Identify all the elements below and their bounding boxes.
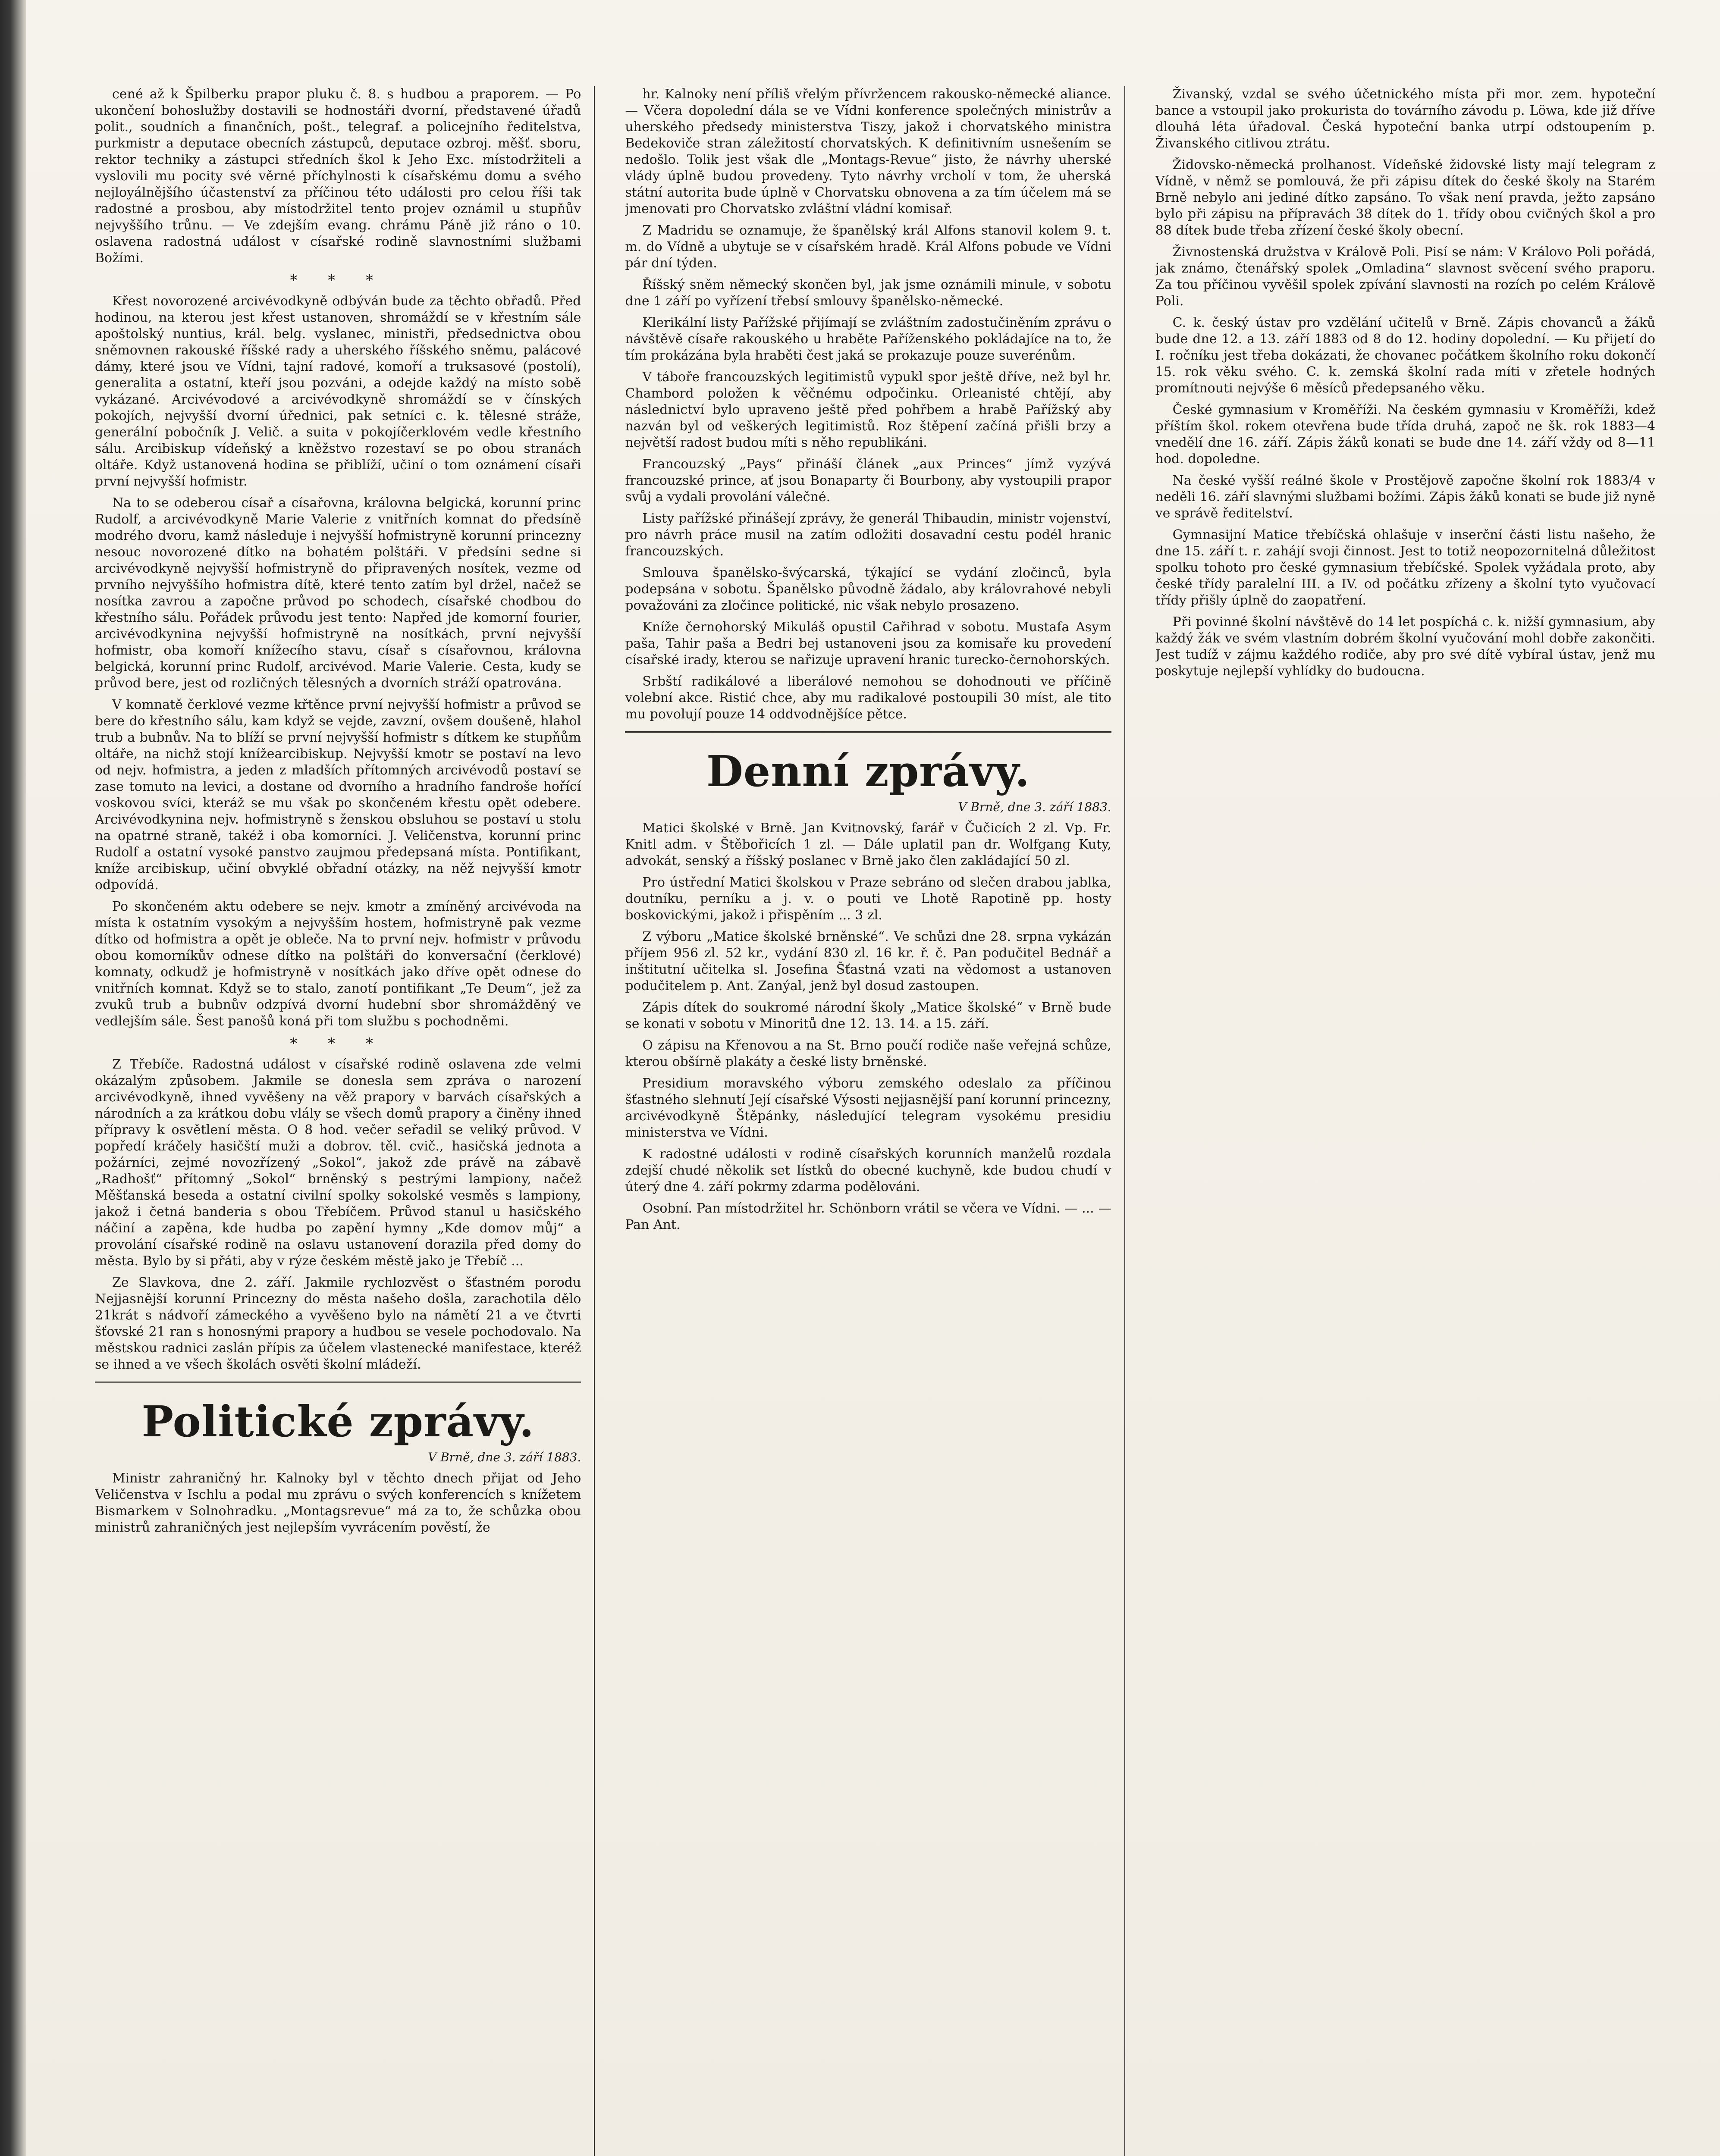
article-paragraph: Živanský, vzdal se svého účetnického místa při mor. zem. hypoteční bance a vstoupil jako prokurista do továrního závodu p. Löwa, kde již dříve dlouhá léta úřadoval. Česká hypoteční banka utrpí odstoupením p. Živanského citlivou ztrátu. <box>1155 87 1655 151</box>
article-paragraph: Ze Slavkova, dne 2. září. Jakmile rychlozvěst o šťastném porodu Nejjasnější korunní Princezny do města našeho došla, zarachotila dělo 21krát s nádvoří zámeckého a vyvěšeno bylo na námětí 21 a ve čtvrti šťovské 21 ran s honosnými prapory a hudbou se vesele pochodovalo. Na městskou radnici zaslán přípis za účelem vlastenecké manifestace, kteréž se ihned a ve všech školách osvěti školní mládeží. <box>95 1275 581 1372</box>
article-paragraph: hr. Kalnoky není příliš vřelým přívržencem rakousko-německé aliance. — Včera dopolední dála se ve Vídni konference společných ministrův a uherského předsedy ministerstva Tiszy, jakož i chorvatského ministra Bedekoviče stran záležitostí chorvatských. K definitivním usnešením se nedošlo. Tolik jest však dle „Montags-Revue“ jisto, že návrhy uherské vlády úplně budou provedeny. Tyto návrhy vrcholí v tom, že uherská státní autorita bude úplně v Chorvatsku obnovena a za tím účelem má se jmenovati pro Chorvatsko zvláštní vládní komisař. <box>625 87 1111 216</box>
article-paragraph: C. k. český ústav pro vzdělání učitelů v Brně. Zápis chovanců a žáků bude dne 12. a 13. září 1883 od 8 do 12. hodiny dopolední. — Ku přijetí do I. ročníku jest třeba dokázati, že chovanec počátkem školního roku dokončí 15. rok věku svého. C. k. zemská školní rada míti v zřetele hodných promítnouti nejvýše 6 měsíců předepsaného věku. <box>1155 315 1655 396</box>
article-paragraph: Smlouva španělsko-švýcarská, týkající se vydání zločinců, byla podepsána v sobotu. Španělsko původně žádalo, aby královrahové nebyli považováni za zločince politické, nic však nebylo prosazeno. <box>625 565 1111 613</box>
column-right <box>1155 86 1655 2156</box>
article-paragraph: Po skončeném aktu odebere se nejv. kmotr a zmíněný arcivévoda na místa k ostatním vysokým a nejvyšším hostem, hofmistryně pak vezme dítko od hofmistra a opět je obleče. Na to první nejv. hofmistr v průvodu obou komorníkův odnese dítko na polštáři do konversační (čerklové) komnaty, odkudž je hofmistryně v nosítkách jako dříve opět odnese do vnitřních komnat. Když se to stalo, zanotí pontifikant „Te Deum“, jež za zvuků trub a bubnův odzpívá dvorní hudební sbor shromážděný ve vedlejším sále. Šest panošů koná při tom službu s pochodněmi. <box>95 899 581 1029</box>
separator-stars: * * * <box>290 272 386 289</box>
article-paragraph: Gymnasijní Matice třebíčská ohlašuje v inserční části listu našeho, že dne 15. září t. r. zahájí svoji činnost. Jest to totiž neopozornitelná důležitost spolku tohoto pro české gymnasium třebíčské. Spolek vyžádala proto, aby české třídy paralelní III. a IV. od počátku zřízeny a školní tyto vyučovací třídy přišly úplně do zaopatření. <box>1155 527 1655 608</box>
article-paragraph: Zápis dítek do soukromé národní školy „Matice školské“ v Brně bude se konati v sobotu v Minoritů dne 12. 13. 14. a 15. září. <box>625 1000 1111 1031</box>
article-paragraph: Říšský sněm německý skončen byl, jak jsme oznámili minule, v sobotu dne 1 září po vyřízení třebsí smlouvy španělsko-německé. <box>625 277 1111 309</box>
section-rule <box>625 731 1111 735</box>
article-paragraph: Z Třebíče. Radostná událost v císařské rodině oslavena zde velmi okázalým způsobem. Jakmile se donesla sem zpráva o narození arcivévodkyně, ihned vyvěšeny na věž prapory v barvách císařských a národních a za krátkou dobu vlály se všech domů prapory a činěny ihned přípravy k osvětlení města. O 8 hod. večer seřadil se veliký průvod. V popředí kráčely hasičští muži a dobrov. těl. cvič., hasičská jednota a požárníci, zejmé novozřízený „Sokol“, jakož zde právě na zábavě „Radhošť“ přítomný „Sokol“ brněnský s pestrými lampiony, načež Měšťanská beseda a ostatní civilní spolky sokolské vesměs s lampiony, jakož i četná banderia s obou Třebíčem. Průvod stanul u hasičského náčiní a zapěna, kde hudba po zapění hymny „Kde domov můj“ a provolání císařské rodině na oslavu ustanovení dorazila před domy do města. Bylo by si přáti, aby v rýze českém městě jako je Třebíč ... <box>95 1057 581 1269</box>
article-paragraph: České gymnasium v Kroměříži. Na českém gymnasiu v Kroměříži, kdež příštím škol. rokem otevřena bude třída druhá, započ ne šk. rok 1883—4 vnedělí dne 16. září. Zápis žáků konati se bude dne 14. září vždy od 8—11 hod. dopoledne. <box>1155 402 1655 467</box>
article-paragraph: Srbští radikálové a liberálové nemohou se dohodnouti ve příčině volební akce. Ristić chce, aby mu radikalové postoupili 30 míst, ale tito mu povolují pouze 14 oddvodnějšíce pětce. <box>625 674 1111 722</box>
columns <box>95 86 1655 2156</box>
section-title-politics: Politické zprávy. <box>141 1397 534 1447</box>
binding-strip <box>0 0 26 2156</box>
article-paragraph: Z Madridu se oznamuje, že španělský král Alfons stanovil kolem 9. t. m. do Vídně a ubytuje se v císařském hradě. Král Alfons pobude ve Vídni pár dní týden. <box>625 223 1111 271</box>
article-paragraph: Kníže černohorský Mikuláš opustil Cařihrad v sobotu. Mustafa Asym paša, Tahir paša a Bedri bej ustanoveni jsou za komisaře ku provedení císařské irady, kterou se nařizuje upravení hranic turecko-černohorských. <box>625 620 1111 667</box>
article-paragraph: cené až k Špilberku prapor pluku č. 8. s hudbou a praporem. — Po ukončení bohoslužby dostavili se hodnostáři dvorní, představené úřadů polit., soudních a finančních, pošt., telegraf. a policejního ředitelstva, purkmistr a deputace obecních zástupců, deputace ozbroj. měšť. sboru, rektor techniky a zástupci středních škol k Jeho Exc. místodržiteli a vyslovili mu pocity své věrné příchylnosti k císařskému domu a svého nejloyálnějšího účastenství za příčinou této události pro celou říši tak radostné a prosbou, aby místodržitel tento projev oznámil u stupňův nejvyššího trůnu. — Ve zdejším evang. chrámu Páně již ráno o 10. oslavena radostná událost v císařské rodině slavnostními službami Božími. <box>95 87 581 266</box>
dateline-politics: V Brně, dne 3. září 1883. <box>427 1450 581 1464</box>
article-paragraph: Ministr zahraničný hr. Kalnoky byl v těchto dnech přijat od Jeho Veličenstva v Ischlu a podal mu zprávu o svých konferencích s knížetem Bismarkem v Solnohradku. „Montagsrevue“ má za to, že schůzka obou ministrů zahraničných jest nejlepším vyvrácením pověstí, že <box>95 1471 581 1535</box>
article-paragraph: Křest novorozené arcivévodkyně odbýván bude za těchto obřadů. Před hodinou, na kterou jest křest ustanoven, shromáždí se v křestním sále apoštolský nuntius, král. belg. vyslanec, ministři, předsednictva obou sněmovnen rakouské říšské rady a uherského říšského sněmu, palácové dámy, které jsou ve Vídni, tajní radové, komoří a truksasové (postolí), generalita a ostatní, kteří jsou pozváni, a odejde každý na místo sobě vykázané. Arcivévodové a arcivévodkyně shromáždí se v čínských pokojích, nejvyšší dvorní úřednici, pak setníci c. k. tělesné stráže, generální pobočník J. Velič. a suita v pokojíčerklovém vedle křestního sálu. Arcibiskup vídeňský a kněžstvo rozestaví se po obou stranách oltáře. Když ustanovená hodina se přiblíží, učiní o tom oznámení císaři první nejvyšší hofmistr. <box>95 294 581 489</box>
column-left <box>95 86 595 2156</box>
dateline: V Brně, dne 3. září 1883. <box>958 800 1111 814</box>
column-middle <box>625 86 1125 2156</box>
article-paragraph: Klerikální listy Pařížské přijímají se zvláštním zadostučiněním zprávu o návštěvě císaře rakouského u hraběte Paříženského pokládajíce na to, že tím prokázána byla hraběti čest jaká se prokazuje pouze suverénům. <box>625 315 1111 363</box>
article-paragraph: Živnostenská družstva v Králově Poli. Pisí se nám: V Královo Poli pořádá, jak známo, čtenářský spolek „Omladina“ slavnost svěcení svého praporu. Za tou příčinou vyvěšil spolek zpívání slavnosti na rozích po celém Králově Poli. <box>1155 244 1655 309</box>
article-paragraph: O zápisu na Křenovou a na St. Brno poučí rodiče naše veřejná schůze, kterou obšírně plakáty a české listy brněnské. <box>625 1038 1111 1069</box>
article-paragraph: Z výboru „Matice školské brněnské“. Ve schůzi dne 28. srpna vykázán příjem 956 zl. 52 kr., vydání 830 zl. 16 kr. ř. č. Pan podučitel Bednář a inštitutní učitelka sl. Josefina Šťastná vzati na vědomost a ustanoven podučitelem p. Ant. Zanýal, jenž byl dosud zastoupen. <box>625 929 1111 993</box>
article-paragraph: Matici školské v Brně. Jan Kvitnovský, farář v Čučicích 2 zl. Vp. Fr. Knitl adm. v Štěbořicích 1 zl. — Dále uplatil pan dr. Wolfgang Kuty, advokát, senský a říšský poslanec v Brně jako člen zakládající 50 zl. <box>625 821 1111 868</box>
article-paragraph: Francouzský „Pays“ přináší článek „aux Princes“ jímž vyzývá francouzské prince, ať jsou Bonaparty či Bourbony, aby vystoupili prapor svůj a vydali provolání válečné. <box>625 457 1111 505</box>
section-rule <box>95 1382 581 1385</box>
article-paragraph: Listy pařížské přinášejí zprávy, že generál Thibaudin, ministr vojenství, pro návrh práce musil na zatím odložiti dosavadní cestu podél hranic francouzských. <box>625 511 1111 559</box>
article-paragraph: Pro ústřední Matici školskou v Praze sebráno od slečen drabou jablka, doutníku, perníku a j. v. o pouti ve Lhotě Rapotině pp. hosty boskovickými, jakož i přispěním ... 3 zl. <box>625 875 1111 923</box>
separator-stars: * * * <box>290 1035 386 1052</box>
article-paragraph: Židovsko-německá prolhanost. Vídeňské židovské listy mají telegram z Vídně, v němž se pomlouvá, že při zápisu dítek do české školy na Starém Brně nebylo ani jediné dítko zapsáno. To však není pravda, ježto zapsáno bylo při zápisu na přípravách 38 dítek do 1. třídy obou cvičných škol a pro 88 dítek bude třeba zřízení české školy obecní. <box>1155 157 1655 238</box>
article-paragraph: Na to se odeberou císař a císařovna, královna belgická, korunní princ Rudolf, a arcivévodkyně Marie Valerie z vnitřních komnat do předsíně modrého dvoru, kamž následuje i nejvyšší hofmistryně korunní princezny nesouc novorozené dítko na bohatém polštáři. V předsíni sedne si arcivévodkyně nejvyšší hofmistryně do připravených nosítek, vezme od prvního nejvyššího hofmistra dítě, které tento zatím byl držel, načež se nosítka zavrou a započne průvod po schodech, císařské chodbou do křestního sálu. Pořádek průvodu jest tento: Napřed jde komorní fourier, arcivévodkynina nejvyšší hofmistryně na nosítkách, první nejvyšší hofmistr, oba komoří knížecího stavu, císař s císařovnou, královna belgická, korunní princ Rudolf, arcivévod. Marie Valerie. Cesta, kudy se průvod bere, jest od rozličných tělesných a dvorních stráží opatrována. <box>95 495 581 691</box>
article-paragraph: Při povinné školní návštěvě do 14 let pospíchá c. k. nižší gymnasium, aby každý žák ve svém vlastním dobrém školní vyučování mohl dobře zakončiti. Jest tudíž v zájmu každého rodiče, aby pro své dítě vybíral ústav, jenž mu poskytuje nejlepší vyhlídky do budoucna. <box>1155 614 1655 679</box>
article-paragraph: K radostné události v rodině císařských korunních manželů rozdala zdejší chudé několik set lístků do obecné kuchyně, kde budou chudí v úterý dne 4. září pokrmy zdarma podělováni. <box>625 1147 1111 1194</box>
article-paragraph: V komnatě čerklové vezme křtěnce první nejvyšší hofmistr a průvod se bere do křestního sálu, kam když se vejde, zavzní, ovšem doušeně, hlahol trub a bubnův. Na to blíží se první nejvyšší hofmistr s dítkem ke stupňům oltáře, na nichž stojí knížearcibiskup. Nejvyšší kmotr se postaví na levo od nejv. hofmistra, a jeden z mladších přítomných arcivévodů postaví se zase tomuto na levici, a dostane od dvorního a hradního fandroše hořící voskovou svíci, kteráž se mu však po skončeném křestu opět odebere. Arcivévodkynina nejv. hofmistryně s ženskou obsluhou se postaví u stolu na opatrné straně, takéž i oba komorníci. J. Veličenstva, korunní princ Rudolf a ostatní vysoké panstvo zaujmou předepsaná místa. Pontifikant, kníže arcibiskup, učiní obvyklé obřadní otázky, na něž nejvyšší kmotr odpovídá. <box>95 697 581 893</box>
article-paragraph: Presidium moravského výboru zemského odeslalo za příčinou šťastného slehnutí Její císařské Výsosti nejjasnější paní korunní princezny, arcivévodkyně Štěpánky, následující telegram vysokému presidiu ministerstva ve Vídni. <box>625 1076 1111 1140</box>
article-paragraph: Na české vyšší reálné škole v Prostějově započne školní rok 1883/4 v neděli 16. září slavnými službami božími. Zápis žáků konati se bude již nyně ve správě ředitelství. <box>1155 473 1655 521</box>
article-paragraph: Osobní. Pan místodržitel hr. Schönborn vrátil se včera ve Vídni. — ... — Pan Ant. <box>625 1201 1111 1232</box>
section-title: Denní zprávy. <box>706 747 1030 796</box>
article-paragraph: V táboře francouzských legitimistů vypukl spor ještě dříve, než byl hr. Chambord položen k věčnému odpočinku. Orleanisté chtějí, aby následnictví bylo upraveno ještě před pohřbem a hrabě Pařížský aby nazván byl od veškerých legitimistů. Roz štěpení začíná přišli brzy a největší radost budou míti s něho republikáni. <box>625 370 1111 450</box>
